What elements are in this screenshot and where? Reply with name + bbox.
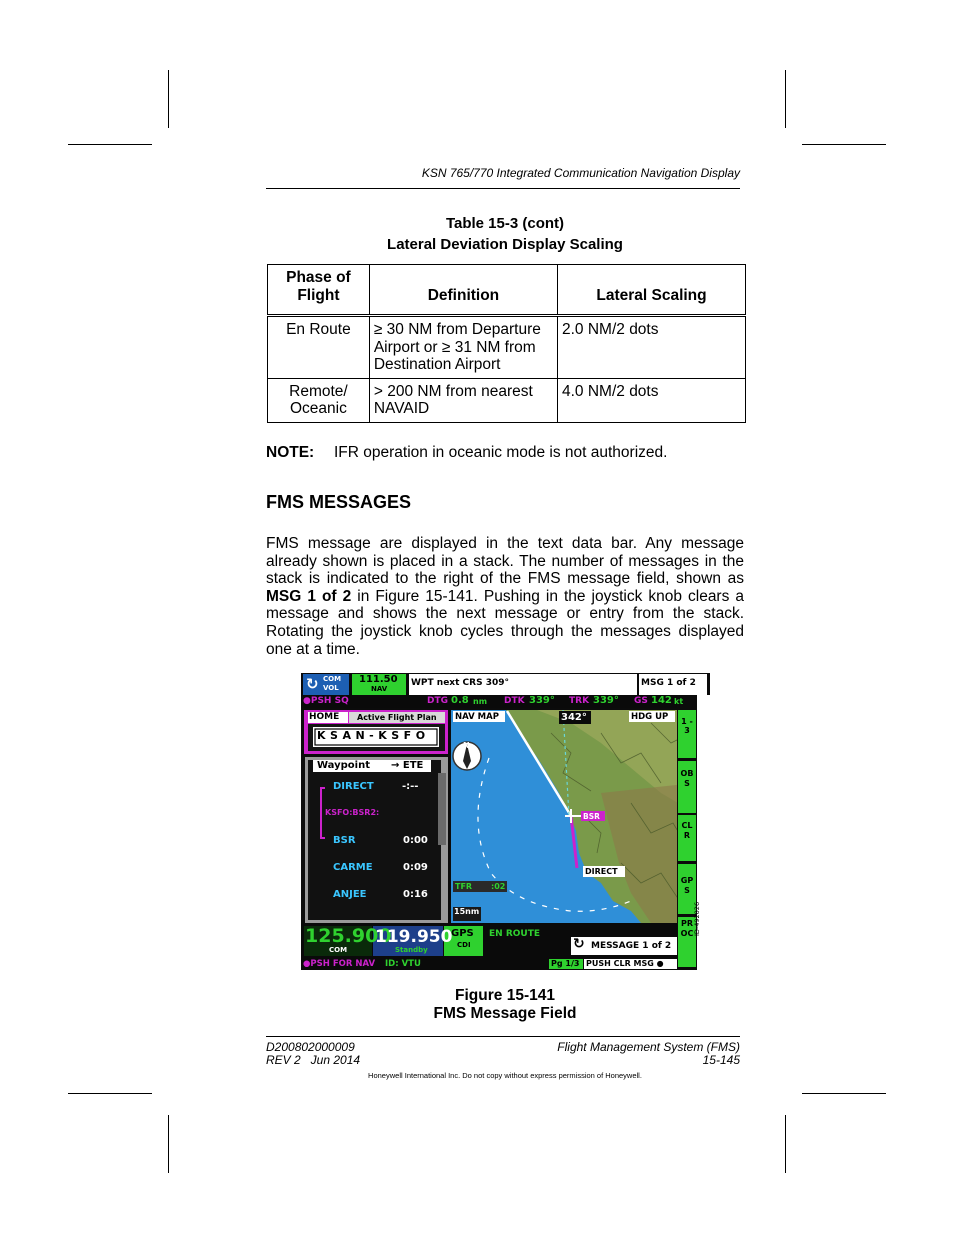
scrollbar bbox=[438, 773, 446, 845]
dtg-value: 0.8 bbox=[451, 695, 469, 706]
crop-mark bbox=[168, 1115, 169, 1173]
ete-header: → ETE bbox=[391, 760, 424, 771]
push-clr-msg-label: PUSH CLR MSG ● bbox=[586, 959, 664, 968]
image-id: ID-492026 bbox=[693, 901, 701, 936]
route-field[interactable]: KSAN-KSFO bbox=[317, 729, 430, 742]
crop-mark bbox=[68, 1093, 152, 1094]
copyright: Honeywell International Inc. Do not copy without express permission of Honeywell. bbox=[368, 1071, 642, 1080]
table-caption-title: Lateral Deviation Display Scaling bbox=[387, 236, 623, 253]
waypoint-ete: -:-- bbox=[402, 781, 419, 792]
range-label[interactable]: 15nm bbox=[454, 907, 480, 916]
waypoint-header: Waypoint bbox=[317, 760, 370, 771]
gps-cdi-label[interactable]: GPS bbox=[451, 928, 474, 939]
table-row bbox=[268, 316, 746, 379]
section-heading: FMS MESSAGES bbox=[266, 492, 412, 512]
col-header-phase: Phase of Flight bbox=[268, 265, 370, 316]
active-flight-plan-tab[interactable]: Active Flight Plan bbox=[357, 713, 437, 722]
figure-caption-number: Figure 15-141 bbox=[455, 987, 555, 1004]
msg-count: MSG 1 of 2 bbox=[641, 678, 696, 688]
table-row bbox=[268, 378, 746, 422]
dtk-value: 339° bbox=[529, 695, 555, 706]
fms-screen-figure bbox=[301, 673, 710, 970]
direct-label: DIRECT bbox=[585, 867, 618, 876]
col-header-definition: Definition bbox=[369, 265, 557, 316]
crop-mark bbox=[785, 1115, 786, 1173]
side-key-gps[interactable]: GPS bbox=[680, 876, 694, 895]
paragraph-emphasis: MSG 1 of 2 bbox=[266, 587, 352, 605]
body-paragraph bbox=[266, 535, 744, 658]
running-header: KSN 765/770 Integrated Communication Navigation Display bbox=[421, 166, 740, 180]
figure-caption-title: FMS Message Field bbox=[433, 1005, 577, 1022]
psh-sq-label: ●PSH SQ bbox=[303, 696, 349, 706]
page-indicator: Pg 1/3 bbox=[551, 959, 580, 968]
note-label: NOTE: bbox=[266, 444, 315, 461]
waypoint-ete: 0:16 bbox=[403, 889, 428, 900]
compass-north: N bbox=[463, 741, 470, 750]
side-key-range[interactable]: 1 - 3 bbox=[681, 717, 693, 735]
tfr-label: TFR bbox=[455, 882, 473, 891]
heading-readout: 342° bbox=[561, 712, 587, 723]
crop-mark bbox=[802, 144, 886, 145]
com-label: COM bbox=[323, 675, 342, 683]
com-sub-label: COM bbox=[329, 946, 348, 954]
lateral-scaling-table bbox=[267, 264, 746, 423]
nav-label: NAV bbox=[371, 685, 388, 693]
crop-mark bbox=[168, 70, 169, 128]
waypoint-ete: 0:09 bbox=[403, 862, 428, 873]
side-key-clr[interactable]: CLR bbox=[681, 821, 693, 840]
table-caption-number: Table 15-3 (cont) bbox=[445, 215, 565, 232]
header-rule bbox=[266, 188, 740, 189]
note bbox=[266, 444, 667, 462]
crop-mark bbox=[785, 70, 786, 128]
paragraph-text: FMS message are displayed in the text data bar. Any message already shown is placed in a stack. The number of messages in the stack is indicated to the right of the FMS message field, shown as bbox=[266, 535, 744, 588]
nav-id-label: ID: VTU bbox=[385, 959, 421, 969]
crop-mark bbox=[802, 1093, 886, 1094]
dtk-label: DTK bbox=[504, 696, 525, 706]
cell-scaling: 2.0 NM/2 dots bbox=[558, 316, 746, 379]
side-key-obs[interactable]: OBS bbox=[680, 769, 694, 788]
message-rotate-icon[interactable]: ↻ bbox=[573, 936, 585, 952]
paragraph-text: in Figure 15-141. Pushing in the joystick knob clears a message and shows the next message or entry from the stack. Rotating the joystick knob cycles through the messages displayed one at a time. bbox=[266, 587, 744, 658]
standby-frequency[interactable]: 119.950 bbox=[375, 927, 453, 947]
tfr-value: :02 bbox=[491, 882, 506, 891]
trk-label: TRK bbox=[569, 696, 590, 706]
side-key-proc[interactable]: PROC bbox=[680, 919, 694, 938]
hdg-up-label[interactable]: HDG UP bbox=[631, 712, 669, 722]
en-route-label: EN ROUTE bbox=[489, 929, 540, 939]
col-header-scaling: Lateral Scaling bbox=[558, 265, 746, 316]
note-text: IFR operation in oceanic mode is not authorized. bbox=[334, 444, 668, 461]
table-header-row bbox=[268, 265, 746, 316]
standby-sub-label: Standby bbox=[395, 946, 428, 954]
cell-phase: En Route bbox=[268, 316, 370, 379]
cell-phase: Remote/ Oceanic bbox=[268, 378, 370, 422]
waypoint-procedure[interactable]: KSFO:BSR2: bbox=[325, 808, 380, 817]
waypoint-name[interactable]: ANJEE bbox=[333, 889, 367, 900]
nav-map-label: NAV MAP bbox=[455, 712, 499, 722]
cell-definition: ≥ 30 NM from Departure Airport or ≥ 31 NM from Destination Airport bbox=[369, 316, 557, 379]
message-field[interactable]: MESSAGE 1 of 2 bbox=[591, 941, 672, 951]
gs-unit: kt bbox=[674, 697, 684, 706]
psh-for-nav-label: ●PSH FOR NAV bbox=[303, 959, 376, 969]
bsr-waypoint-label: BSR bbox=[583, 812, 600, 821]
trk-value: 339° bbox=[593, 695, 619, 706]
chapter-title: Flight Management System (FMS) bbox=[557, 1040, 740, 1054]
waypoint-ete: 0:00 bbox=[403, 835, 428, 846]
dtg-label: DTG bbox=[427, 696, 448, 706]
rotate-icon[interactable]: ↻ bbox=[306, 675, 319, 693]
dtg-unit: nm bbox=[473, 697, 488, 706]
com-active-frequency[interactable]: 125.900 bbox=[305, 925, 392, 947]
vol-label: VOL bbox=[323, 684, 339, 692]
cell-definition: > 200 NM from nearest NAVAID bbox=[369, 378, 557, 422]
home-tab[interactable]: HOME bbox=[309, 712, 340, 722]
nav-freq-top[interactable]: 111.50 bbox=[359, 674, 398, 685]
cell-scaling: 4.0 NM/2 dots bbox=[558, 378, 746, 422]
wpt-message: WPT next CRS 309° bbox=[411, 678, 509, 688]
footer-rule bbox=[266, 1036, 740, 1037]
revision: REV 2 Jun 2014 bbox=[266, 1053, 361, 1067]
gs-value: 142 bbox=[651, 695, 672, 706]
waypoint-name[interactable]: DIRECT bbox=[333, 781, 374, 792]
crop-mark bbox=[68, 144, 152, 145]
cdi-label: CDI bbox=[457, 941, 471, 949]
waypoint-name[interactable]: CARME bbox=[333, 862, 373, 873]
waypoint-name[interactable]: BSR bbox=[333, 835, 356, 846]
gs-label: GS bbox=[634, 696, 648, 706]
doc-number: D200802000009 bbox=[266, 1040, 355, 1054]
page-number: 15-145 bbox=[702, 1053, 740, 1067]
